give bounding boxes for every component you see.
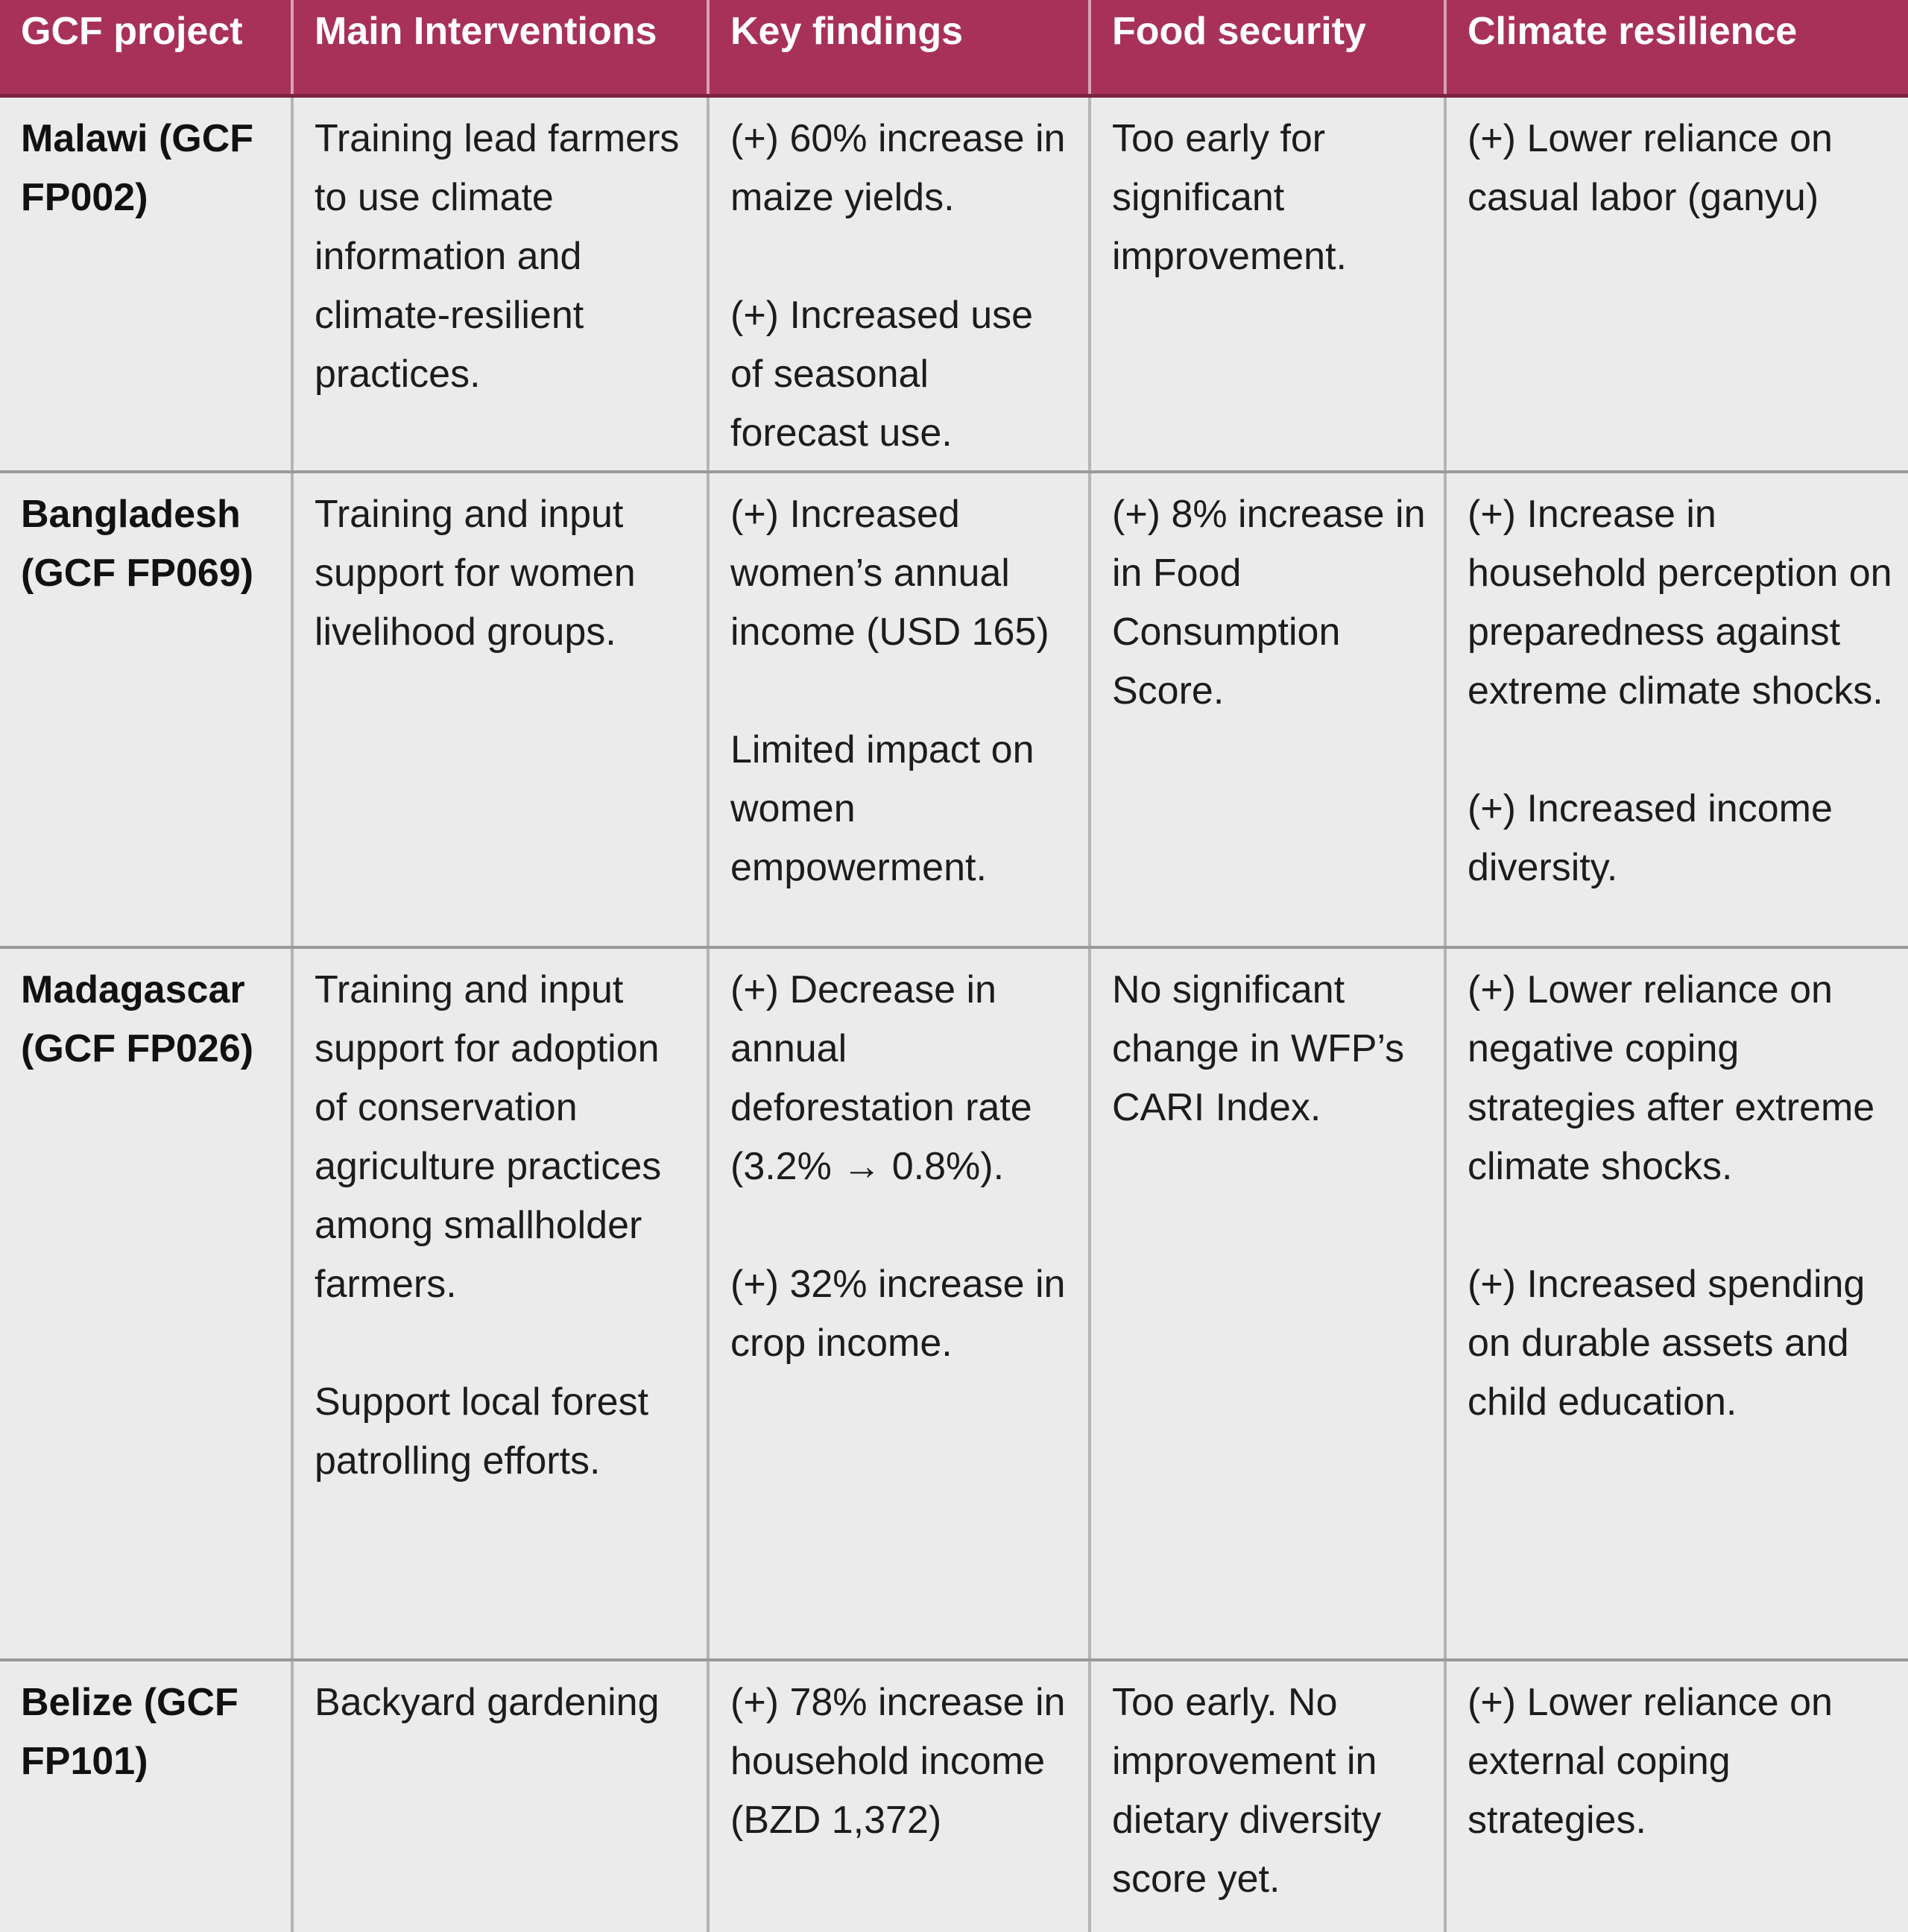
- project-name: Malawi (GCF FP002): [21, 116, 254, 219]
- findings-text: (+) 32% increase in crop income.: [730, 1262, 1066, 1365]
- table-header: [0, 0, 1908, 95]
- climate-resilience-text: (+) Increased spending on durable assets and child education.: [1468, 1262, 1866, 1424]
- table-row: [0, 95, 1908, 472]
- project-cell: [0, 1660, 292, 1932]
- project-cell: [0, 95, 292, 472]
- findings-cell: [708, 947, 1090, 1660]
- project-cell: [0, 472, 292, 947]
- table-row: [0, 947, 1908, 1660]
- interventions-text: Training and input support for adoption of conservation agriculture practices among smallholder farmers.: [315, 967, 662, 1306]
- findings-cell: [708, 1660, 1090, 1932]
- food-security-cell: [1090, 1660, 1445, 1932]
- interventions-cell: [292, 1660, 708, 1932]
- findings-text: (+) Increased use of seasonal forecast use.: [730, 293, 1034, 455]
- project-name: Belize (GCF FP101): [21, 1680, 238, 1783]
- climate-resilience-cell: [1445, 947, 1908, 1660]
- climate-resilience-cell: [1445, 472, 1908, 947]
- interventions-cell: [292, 95, 708, 472]
- findings-text: Limited impact on women empowerment.: [730, 727, 1034, 889]
- climate-resilience-cell: [1445, 1660, 1908, 1932]
- interventions-text: Backyard gardening: [315, 1680, 660, 1724]
- climate-resilience-cell: [1445, 95, 1908, 472]
- food-security-text: No significant change in WFP’s CARI Index.: [1112, 967, 1405, 1129]
- project-name: Madagascar (GCF FP026): [21, 967, 254, 1070]
- header-key-findings: Key findings: [708, 0, 1090, 95]
- table-row: [0, 472, 1908, 947]
- food-security-text: Too early. No improvement in dietary diversity score yet.: [1112, 1680, 1382, 1901]
- food-security-text: Too early for significant improvement.: [1112, 116, 1347, 278]
- project-cell: [0, 947, 292, 1660]
- food-security-cell: [1090, 472, 1445, 947]
- header-main-interventions: Main Interventions: [292, 0, 708, 95]
- food-security-text: (+) 8% increase in in Food Consumption Score.: [1112, 492, 1426, 713]
- climate-resilience-text: (+) Increased income diversity.: [1468, 786, 1833, 889]
- table-row: [0, 1660, 1908, 1932]
- climate-resilience-text: (+) Lower reliance on external coping strategies.: [1468, 1680, 1833, 1842]
- climate-resilience-text: (+) Increase in household perception on preparedness against extreme climate shocks.: [1468, 492, 1892, 713]
- food-security-cell: [1090, 95, 1445, 472]
- findings-text: (+) 60% increase in maize yields.: [730, 116, 1066, 219]
- interventions-text: Training lead farmers to use climate information and climate-resilient practices.: [315, 116, 680, 396]
- project-name: Bangladesh (GCF FP069): [21, 492, 254, 595]
- interventions-cell: [292, 472, 708, 947]
- interventions-text: Training and input support for women livelihood groups.: [315, 492, 636, 654]
- findings-text: (+) Decrease in annual deforestation rate (3.2% → 0.8%).: [730, 967, 1032, 1188]
- climate-resilience-text: (+) Lower reliance on negative coping strategies after extreme climate shocks.: [1468, 967, 1875, 1188]
- header-row: [0, 0, 1908, 95]
- table-body: [0, 95, 1908, 1932]
- findings-text: (+) Increased women’s annual income (USD 165): [730, 492, 1049, 654]
- header-climate-resilience: Climate resilience: [1445, 0, 1908, 95]
- findings-text: (+) 78% increase in household income (BZD 1,372): [730, 1680, 1066, 1842]
- food-security-cell: [1090, 947, 1445, 1660]
- findings-cell: [708, 95, 1090, 472]
- interventions-cell: [292, 947, 708, 1660]
- interventions-text: Support local forest patrolling efforts.: [315, 1380, 649, 1483]
- climate-resilience-text: (+) Lower reliance on casual labor (ganyu): [1468, 116, 1833, 219]
- header-food-security: Food security: [1090, 0, 1445, 95]
- findings-cell: [708, 472, 1090, 947]
- header-gcf-project: GCF project: [0, 0, 292, 95]
